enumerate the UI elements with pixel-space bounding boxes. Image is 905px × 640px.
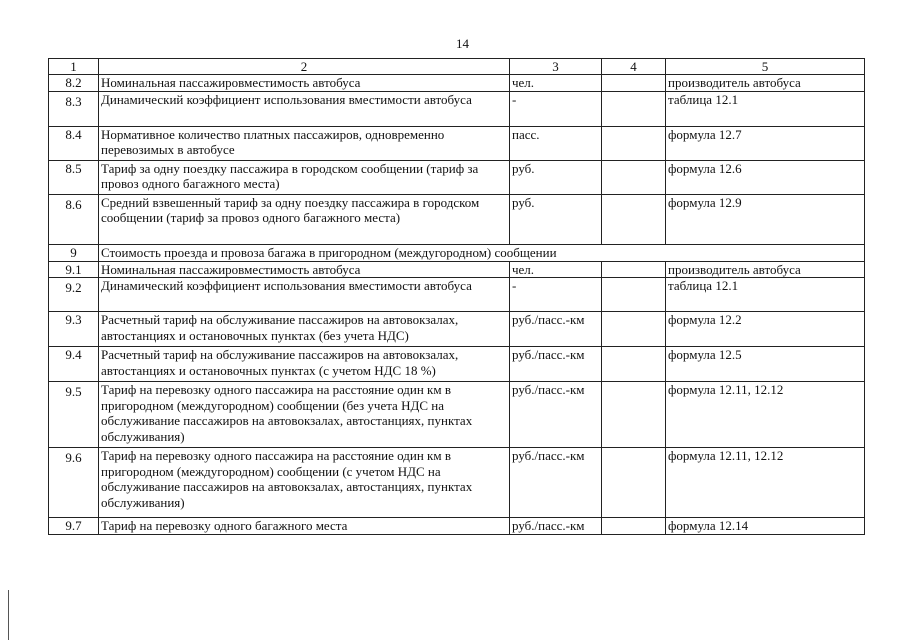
row-source: производитель автобуса (666, 75, 865, 92)
row-col4 (602, 160, 666, 194)
row-col4 (602, 278, 666, 312)
parameters-table (48, 58, 865, 535)
table-row (49, 194, 865, 244)
row-col4 (602, 261, 666, 278)
row-name: Тариф на перевозку одного пассажира на расстояние один км в пригородном (междугородном) сообщении (с учетом НДС на обслуживание пассажиров на автовокзалах, автостанциях, пунктах обслуживания) (99, 448, 510, 518)
row-source: формула 12.5 (666, 347, 865, 382)
section-number: 9 (49, 244, 99, 261)
row-number: 9.1 (49, 261, 99, 278)
margin-rule (8, 590, 9, 640)
row-unit: руб./пасс.-км (510, 448, 602, 518)
row-source: формула 12.2 (666, 312, 865, 347)
row-unit: руб./пасс.-км (510, 518, 602, 535)
header-cell: 3 (510, 59, 602, 75)
row-unit: пасс. (510, 126, 602, 160)
row-number: 9.5 (49, 382, 99, 448)
page-number: 14 (456, 36, 469, 51)
row-unit: - (510, 278, 602, 312)
row-source: формула 12.7 (666, 126, 865, 160)
header-cell: 1 (49, 59, 99, 75)
row-number: 8.2 (49, 75, 99, 92)
header-cell: 2 (99, 59, 510, 75)
row-col4 (602, 448, 666, 518)
row-number: 9.7 (49, 518, 99, 535)
row-unit: руб./пасс.-км (510, 347, 602, 382)
row-col4 (602, 382, 666, 448)
row-col4 (602, 518, 666, 535)
row-number: 9.4 (49, 347, 99, 382)
row-name: Нормативное количество платных пассажиров, одновременно перевозимых в автобусе (99, 126, 510, 160)
row-name: Номинальная пассажировместимость автобуса (99, 75, 510, 92)
row-number: 8.6 (49, 194, 99, 244)
row-name: Тариф на перевозку одного пассажира на расстояние один км в пригородном (междугородном) сообщении (без учета НДС на обслуживание пассажиров на автовокзалах, автостанциях, пунктах обслуживания) (99, 382, 510, 448)
row-col4 (602, 91, 666, 126)
table-row (49, 347, 865, 382)
table-row (49, 91, 865, 126)
table-row (49, 278, 865, 312)
table-row (49, 448, 865, 518)
table-row (49, 261, 865, 278)
row-name: Расчетный тариф на обслуживание пассажиров на автовокзалах, автостанциях и остановочных пунктах (без учета НДС) (99, 312, 510, 347)
row-unit: руб. (510, 160, 602, 194)
row-source: формула 12.14 (666, 518, 865, 535)
row-name: Тариф за одну поездку пассажира в городском сообщении (тариф за провоз одного багажного места) (99, 160, 510, 194)
row-source: формула 12.9 (666, 194, 865, 244)
row-col4 (602, 75, 666, 92)
row-name: Динамический коэффициент использования вместимости автобуса (99, 278, 510, 312)
row-number: 9.2 (49, 278, 99, 312)
row-source: таблица 12.1 (666, 91, 865, 126)
row-number: 8.3 (49, 91, 99, 126)
row-unit: руб./пасс.-км (510, 312, 602, 347)
table-row (49, 518, 865, 535)
row-unit: чел. (510, 75, 602, 92)
table-row (49, 382, 865, 448)
row-name: Средний взвешенный тариф за одну поездку пассажира в городском сообщении (тариф за провоз одного багажного места) (99, 194, 510, 244)
table-row (49, 312, 865, 347)
row-source: формула 12.11, 12.12 (666, 382, 865, 448)
row-unit: руб./пасс.-км (510, 382, 602, 448)
row-name: Тариф на перевозку одного багажного места (99, 518, 510, 535)
row-unit: руб. (510, 194, 602, 244)
header-cell: 5 (666, 59, 865, 75)
row-name: Динамический коэффициент использования вместимости автобуса (99, 91, 510, 126)
row-number: 8.4 (49, 126, 99, 160)
row-col4 (602, 194, 666, 244)
table-row (49, 160, 865, 194)
table-header-row (49, 59, 865, 75)
row-col4 (602, 126, 666, 160)
row-unit: чел. (510, 261, 602, 278)
header-cell: 4 (602, 59, 666, 75)
row-col4 (602, 347, 666, 382)
row-source: формула 12.6 (666, 160, 865, 194)
row-number: 9.3 (49, 312, 99, 347)
row-unit: - (510, 91, 602, 126)
row-source: таблица 12.1 (666, 278, 865, 312)
row-number: 9.6 (49, 448, 99, 518)
table-row (49, 75, 865, 92)
row-col4 (602, 312, 666, 347)
row-name: Расчетный тариф на обслуживание пассажиров на автовокзалах, автостанциях и остановочных пунктах (с учетом НДС 18 %) (99, 347, 510, 382)
section-title: Стоимость проезда и провоза багажа в пригородном (междугородном) сообщении (99, 244, 865, 261)
row-number: 8.5 (49, 160, 99, 194)
row-source: производитель автобуса (666, 261, 865, 278)
table-row (49, 126, 865, 160)
row-name: Номинальная пассажировместимость автобуса (99, 261, 510, 278)
section-row (49, 244, 865, 261)
row-source: формула 12.11, 12.12 (666, 448, 865, 518)
